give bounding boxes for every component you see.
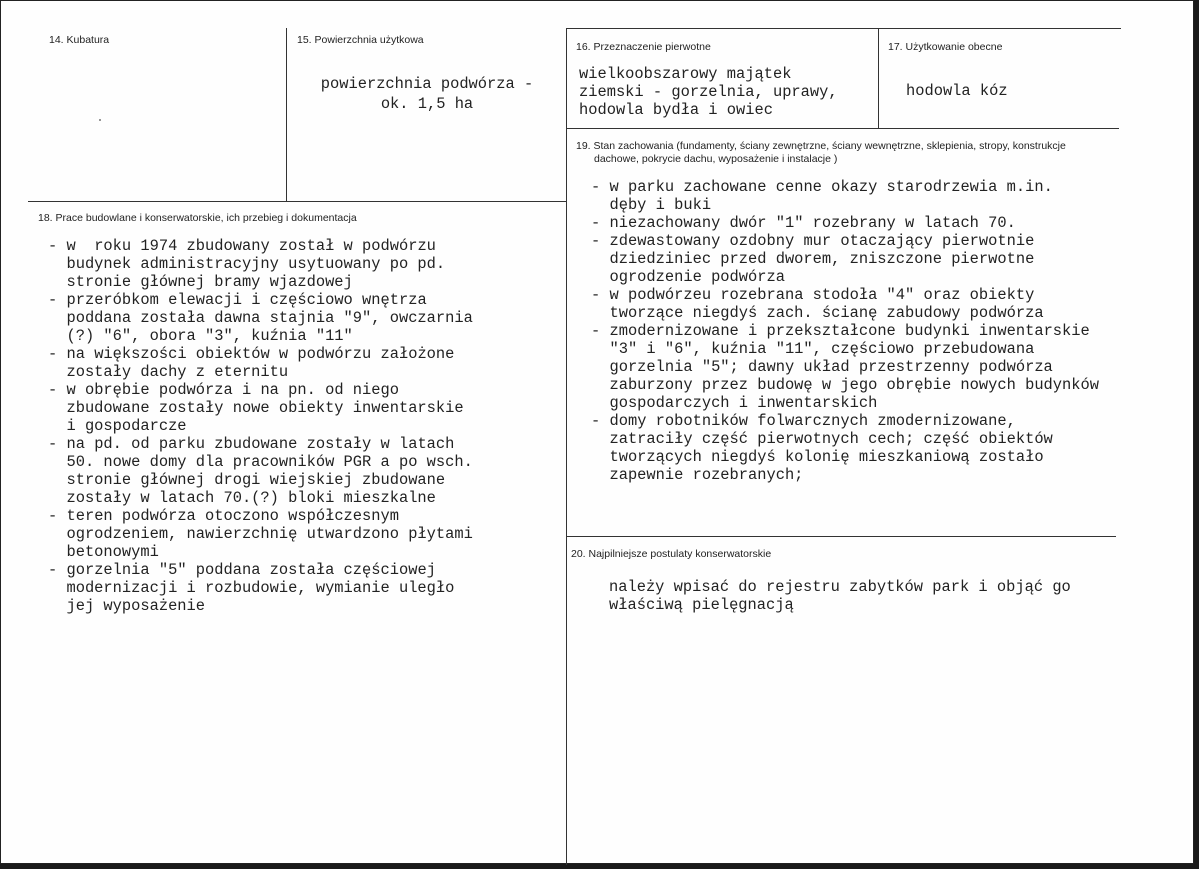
- list-item-line: - w obrębie podwórza i na pn. od niego: [48, 381, 473, 399]
- field-19-label-line: 19. Stan zachowania (fundamenty, ściany zewnętrzne, ściany wewnętrzne, sklepienia, stropy, konstrukcje: [576, 140, 1066, 152]
- list-item-line: dęby i buki: [609, 196, 712, 214]
- field-20-label: 20. Najpilniejsze postulaty konserwatorskie: [571, 548, 772, 560]
- divider-h-15-18: [28, 201, 567, 202]
- field-19-list: [591, 178, 1099, 484]
- list-item: [48, 561, 473, 615]
- list-item-line: - na pd. od parku zbudowane zostały w latach: [48, 435, 473, 453]
- field-20-value: [609, 578, 1071, 614]
- list-item-line: - gorzelnia "5" poddana została częściowej: [48, 561, 473, 579]
- list-item: [48, 507, 473, 561]
- field-17-value: hodowla kóz: [906, 82, 1008, 100]
- scan-speck: [99, 119, 101, 121]
- list-item: [591, 232, 1099, 286]
- list-item-line: "3" i "6", kuźnia "11", częściowo przebudowana: [609, 340, 1035, 358]
- list-item-line: budynek administracyjny usytuowany po pd.: [66, 255, 446, 273]
- field-20-value-line: właściwą pielęgnacją: [609, 596, 794, 614]
- list-item-line: tworzących niegdyś kolonię mieszkaniową zostało: [609, 448, 1044, 466]
- list-item-line: - w roku 1974 zbudowany został w podwórzu: [48, 237, 473, 255]
- list-item-line: (?) "6", obora "3", kuźnia "11": [66, 327, 353, 345]
- field-18-label: 18. Prace budowlane i konserwatorskie, ich przebieg i dokumentacja: [38, 212, 357, 224]
- list-item-line: - niezachowany dwór "1" rozebrany w latach 70.: [591, 214, 1099, 232]
- list-item-line: zbudowane zostały nowe obiekty inwentarskie: [66, 399, 464, 417]
- list-item-line: zostały w latach 70.(?) bloki mieszkalne: [66, 489, 436, 507]
- list-item-line: dziedziniec przed dworem, zniszczone pierwotne: [609, 250, 1035, 268]
- list-item: [48, 345, 473, 381]
- list-item: [591, 322, 1099, 412]
- list-item-line: - domy robotników folwarcznych zmodernizowane,: [591, 412, 1099, 430]
- list-item: [591, 214, 1099, 232]
- field-16-label: 16. Przeznaczenie pierwotne: [576, 41, 711, 53]
- divider-v-14-15: [286, 28, 287, 201]
- field-15-value: [287, 74, 567, 114]
- field-16-value-line: wielkoobszarowy majątek: [579, 65, 792, 83]
- list-item-line: - w parku zachowane cenne okazy starodrzewia m.in.: [591, 178, 1099, 196]
- list-item-line: - zmodernizowane i przekształcone budynki inwentarskie: [591, 322, 1099, 340]
- list-item-line: poddana została dawna stajnia "9", owczarnia: [66, 309, 473, 327]
- list-item: [591, 286, 1099, 322]
- field-19-label-line: dachowe, pokrycie dachu, wyposażenie i instalacje ): [594, 153, 838, 165]
- list-item-line: zatraciły część pierwotnych cech; część obiektów: [609, 430, 1053, 448]
- list-item-line: zaburzony przez budowę w jego obrębie nowych budynków: [609, 376, 1099, 394]
- list-item: [48, 291, 473, 345]
- list-item-line: tworzące niegdyś zach. ścianę zabudowy podwórza: [609, 304, 1044, 322]
- list-item: [591, 178, 1099, 214]
- field-14-label: 14. Kubatura: [49, 34, 110, 46]
- field-18-list: [48, 237, 473, 615]
- field-17-label: 17. Użytkowanie obecne: [888, 41, 1003, 53]
- list-item-line: zostały dachy z eternitu: [66, 363, 289, 381]
- list-item-line: stronie głównej bramy wjazdowej: [66, 273, 353, 291]
- field-20-value-line: należy wpisać do rejestru zabytków park i objąć go: [609, 578, 1071, 596]
- field-16-value: [579, 65, 838, 119]
- list-item-line: stronie głównej drogi wiejskiej zbudowane: [66, 471, 446, 489]
- field-16-value-line: ziemski - gorzelnia, uprawy,: [579, 83, 838, 101]
- list-item-line: gospodarczych i inwentarskich: [609, 394, 878, 412]
- list-item-line: ogrodzenie podwórza: [609, 268, 785, 286]
- list-item: [591, 412, 1099, 484]
- field-16-value-line: hodowla bydła i owiec: [579, 101, 773, 119]
- divider-h-top-right: [566, 28, 1121, 29]
- list-item-line: - zdewastowany ozdobny mur otaczający pierwotnie: [591, 232, 1099, 250]
- divider-h-19-20: [566, 536, 1116, 537]
- list-item-line: ogrodzeniem, nawierzchnię utwardzono płytami: [66, 525, 473, 543]
- list-item-line: zapewnie rozebranych;: [609, 466, 804, 484]
- list-item: [48, 435, 473, 507]
- list-item-line: i gospodarcze: [66, 417, 187, 435]
- list-item-line: jej wyposażenie: [66, 597, 206, 615]
- divider-v-16-17: [878, 28, 879, 128]
- field-19-label: [576, 140, 1066, 166]
- divider-v-center: [566, 28, 567, 865]
- list-item-line: - na większości obiektów w podwórzu założone: [48, 345, 473, 363]
- field-15-value-line: ok. 1,5 ha: [380, 95, 474, 113]
- divider-h-16-19: [566, 128, 1119, 129]
- list-item: [48, 381, 473, 435]
- list-item-line: - teren podwórza otoczono współczesnym: [48, 507, 473, 525]
- field-15-label: 15. Powierzchnia użytkowa: [297, 34, 424, 46]
- list-item-line: modernizacji i rozbudowie, wymianie uległo: [66, 579, 455, 597]
- list-item-line: - w podwórzeu rozebrana stodoła "4" oraz obiekty: [591, 286, 1099, 304]
- list-item-line: - przeróbkom elewacji i częściowo wnętrza: [48, 291, 473, 309]
- list-item-line: gorzelnia "5"; dawny układ przestrzenny podwórza: [609, 358, 1053, 376]
- list-item-line: 50. nowe domy dla pracowników PGR a po wsch.: [66, 453, 473, 471]
- list-item: [48, 237, 473, 291]
- list-item-line: betonowymi: [66, 543, 159, 561]
- field-15-value-line: powierzchnia podwórza -: [320, 75, 534, 93]
